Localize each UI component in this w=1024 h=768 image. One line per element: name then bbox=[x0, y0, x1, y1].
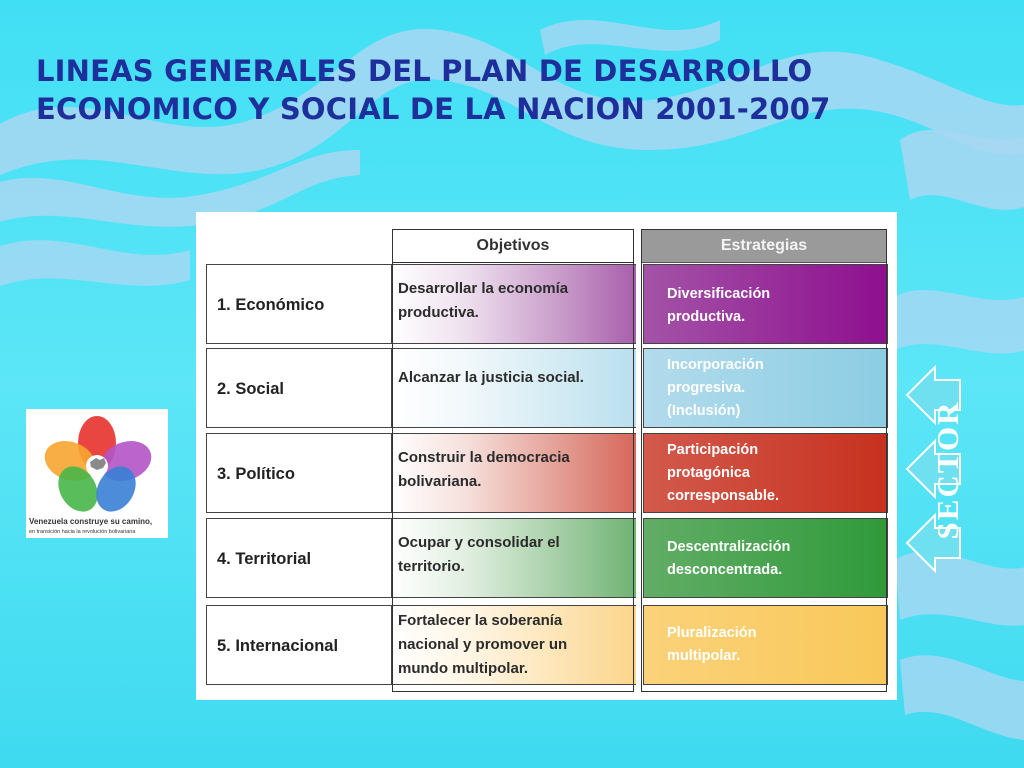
page-title bbox=[36, 52, 976, 128]
objetivo-cell bbox=[392, 605, 636, 685]
sector-label: 3. Político bbox=[217, 464, 295, 483]
table-row bbox=[206, 264, 888, 346]
estrategia-cell bbox=[643, 518, 888, 598]
estrategia-text: Diversificación productiva. bbox=[667, 286, 771, 325]
plan-table bbox=[196, 212, 897, 700]
sector-label: 1. Económico bbox=[217, 295, 325, 314]
objetivo-text: Fortalecer la soberanía nacional y promover un mundo multipolar. bbox=[398, 612, 568, 677]
sector-cell bbox=[206, 264, 392, 344]
estrategia-cell bbox=[643, 348, 888, 428]
title-line-1: LINEAS GENERALES DEL PLAN DE DESARROLLO bbox=[36, 54, 813, 88]
objetivo-text: Alcanzar la justicia social. bbox=[398, 369, 584, 386]
table-row bbox=[206, 605, 888, 687]
objetivo-cell bbox=[392, 264, 636, 344]
estrategia-text: Pluralización multipolar. bbox=[667, 625, 757, 664]
sector-vertical-label: SECTOR bbox=[930, 400, 965, 540]
sector-cell bbox=[206, 433, 392, 513]
estrategia-cell bbox=[643, 433, 888, 513]
objetivo-cell bbox=[392, 518, 636, 598]
table-row bbox=[206, 433, 888, 515]
estrategia-text: Participación protagónica corresponsable. bbox=[667, 442, 780, 504]
sector-cell bbox=[206, 518, 392, 598]
estrategia-text: Incorporación progresiva. (Inclusión) bbox=[667, 357, 764, 419]
table-row bbox=[206, 348, 888, 430]
sector-label: 4. Territorial bbox=[217, 549, 312, 568]
title-line-2: ECONOMICO Y SOCIAL DE LA NACION 2001-2007 bbox=[36, 92, 831, 126]
logo-caption-1: Venezuela construye su camino, bbox=[29, 517, 153, 526]
sector-label: 2. Social bbox=[217, 379, 284, 398]
sector-cell bbox=[206, 605, 392, 685]
header-objetivos: Objetivos bbox=[392, 229, 634, 263]
estrategia-cell bbox=[643, 605, 888, 685]
sector-cell bbox=[206, 348, 392, 428]
objetivo-cell bbox=[392, 348, 636, 428]
logo bbox=[26, 409, 168, 538]
objetivo-text: Desarrollar la economía productiva. bbox=[398, 280, 569, 321]
objetivo-text: Ocupar y consolidar el territorio. bbox=[398, 534, 560, 575]
estrategia-cell bbox=[643, 264, 888, 344]
logo-caption-2: en transición hacia la revolución bolivariana bbox=[29, 529, 136, 535]
objetivo-text: Construir la democracia bolivariana. bbox=[398, 449, 570, 490]
header-estrategias: Estrategias bbox=[641, 229, 887, 263]
sector-label: 5. Internacional bbox=[217, 636, 339, 655]
flower-logo-icon bbox=[26, 409, 168, 517]
table-row bbox=[206, 518, 888, 600]
objetivo-cell bbox=[392, 433, 636, 513]
estrategia-text: Descentralización desconcentrada. bbox=[667, 539, 791, 578]
